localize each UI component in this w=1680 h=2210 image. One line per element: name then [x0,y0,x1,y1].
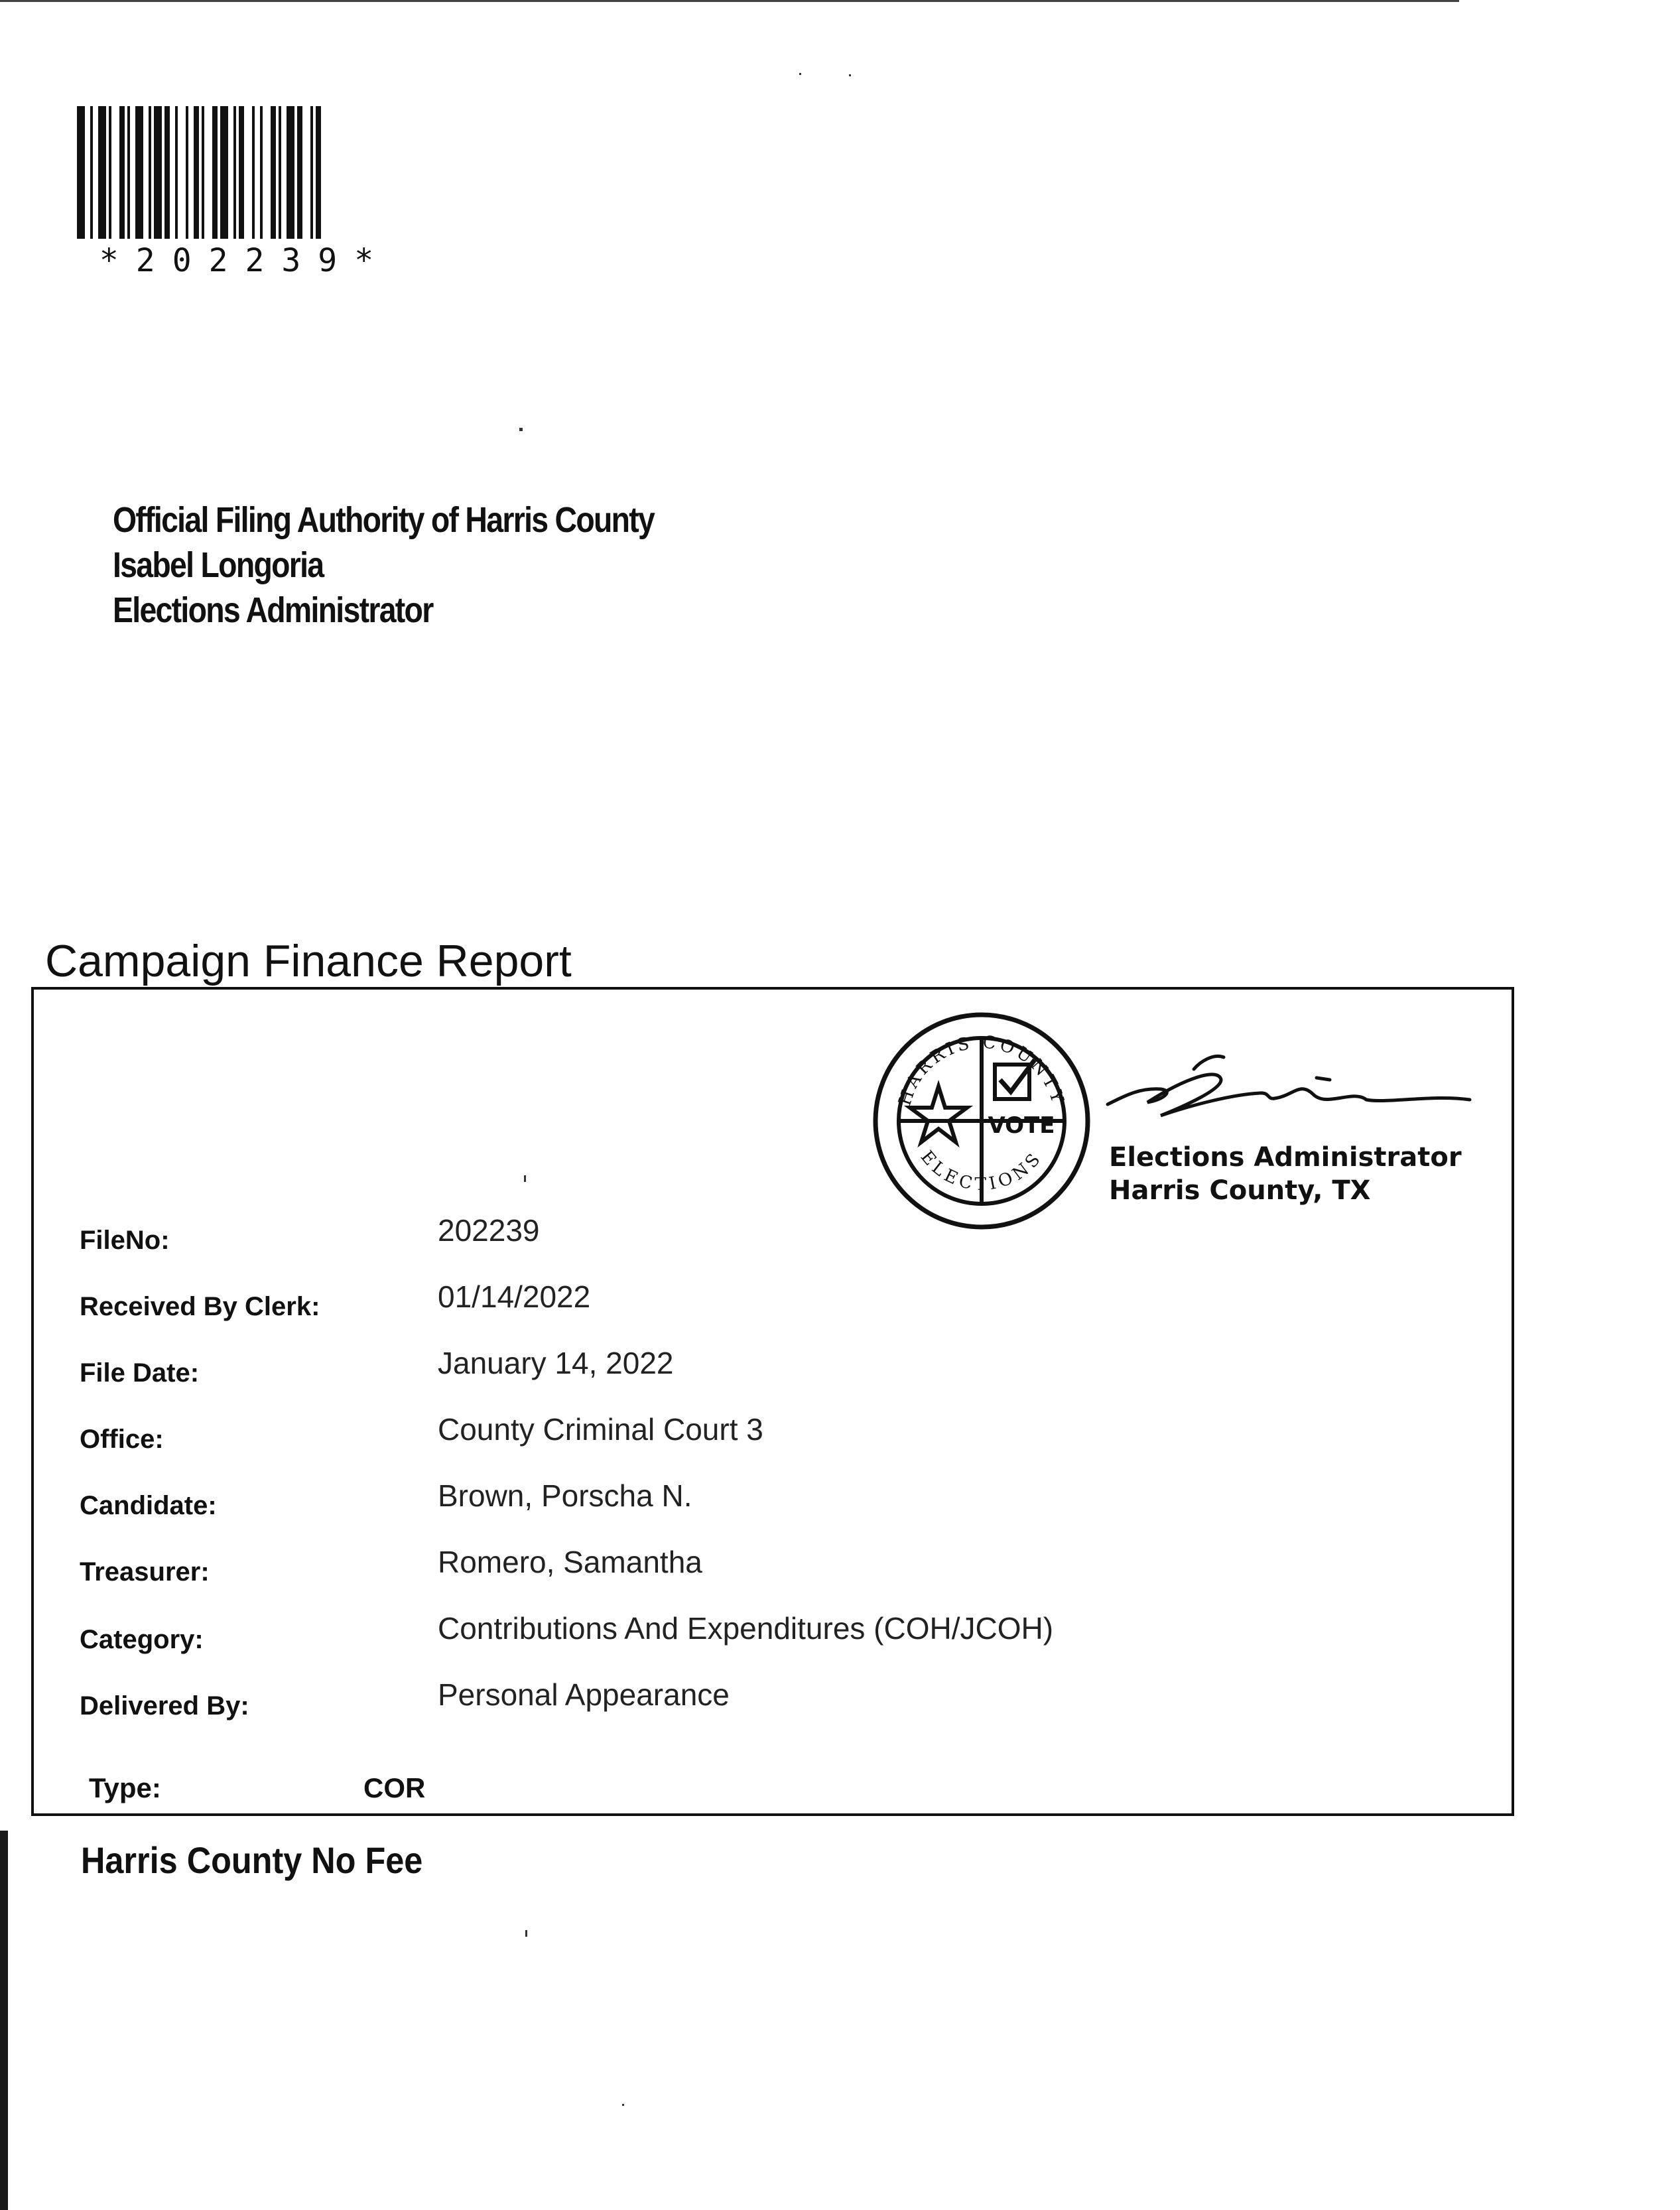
file-date-value: January 14, 2022 [438,1346,674,1380]
barcode-bar [271,106,276,239]
signature-caption-title: Elections Administrator [1109,1142,1462,1173]
barcode-bar [220,106,228,239]
scan-top-edge [0,0,1459,2]
administrator-signature [1101,1041,1472,1134]
type-value: COR [363,1772,426,1803]
barcode-bar [98,106,106,239]
scan-speck [849,74,851,76]
star-icon [910,1086,967,1142]
received-by-clerk-label: Received By Clerk: [80,1292,320,1321]
barcode-bar [279,106,281,239]
barcode-bar [212,106,218,239]
barcode-bar [297,106,302,239]
barcode-bar [135,106,143,239]
barcode-bar [127,106,130,239]
candidate-label: Candidate: [80,1491,217,1520]
barcode-bar [77,106,85,239]
authority-line-1: Official Filing Authority of Harris County [113,500,655,540]
filing-authority-block [113,497,742,633]
category-label: Category: [80,1625,204,1654]
scan-left-edge [0,1831,8,2210]
barcode-bar [186,106,188,239]
signature-caption [1109,1141,1462,1207]
barcode-text: *202239* [99,242,391,279]
candidate-value: Brown, Porscha N. [438,1478,692,1513]
barcode-bar [233,106,236,239]
scan-speck [799,73,801,75]
scan-speck [525,1930,527,1937]
seal-top-text: HARRIS COUNTY [895,1032,1068,1108]
barcode [74,106,416,279]
delivered-by-label: Delivered By: [80,1691,249,1721]
treasurer-label: Treasurer: [80,1557,210,1587]
barcode-bar [175,106,178,239]
type-label: Type: [89,1772,161,1803]
file-no-value: 202239 [438,1213,540,1248]
seal-bottom-text: ELECTIONS [916,1147,1047,1195]
file-date-label: File Date: [80,1358,200,1388]
office-label: Office: [80,1425,164,1454]
authority-line-2: Isabel Longoria [113,545,324,585]
delivered-by-value: Personal Appearance [438,1677,730,1712]
file-no-label: FileNo: [80,1226,170,1255]
barcode-bar [194,106,199,239]
scan-speck [524,1175,526,1182]
report-title: Campaign Finance Report [45,936,572,986]
seal-vote-text: VOTE [988,1112,1055,1139]
barcode-bar [90,106,93,239]
barcode-bar [260,106,263,239]
received-by-clerk-value: 01/14/2022 [438,1279,591,1314]
category-value: Contributions And Expenditures (COH/JCOH) [438,1611,1054,1646]
barcode-bar [239,106,244,239]
harris-county-elections-seal [869,1008,1094,1234]
signature-caption-location: Harris County, TX [1109,1175,1371,1206]
fee-note: Harris County No Fee [81,1839,423,1881]
barcode-bars [74,106,416,239]
barcode-bar [316,106,321,239]
office-value: County Criminal Court 3 [438,1412,763,1447]
barcode-bar [287,106,294,239]
barcode-bar [149,106,151,239]
barcode-bar [164,106,170,239]
barcode-bar [119,106,125,239]
barcode-bar [252,106,255,239]
scan-speck [519,428,523,431]
scan-speck [622,2104,624,2106]
barcode-bar [109,106,111,239]
treasurer-value: Romero, Samantha [438,1545,702,1579]
authority-line-3: Elections Administrator [113,590,433,630]
barcode-bar [154,106,162,239]
barcode-bar [310,106,313,239]
barcode-bar [202,106,204,239]
